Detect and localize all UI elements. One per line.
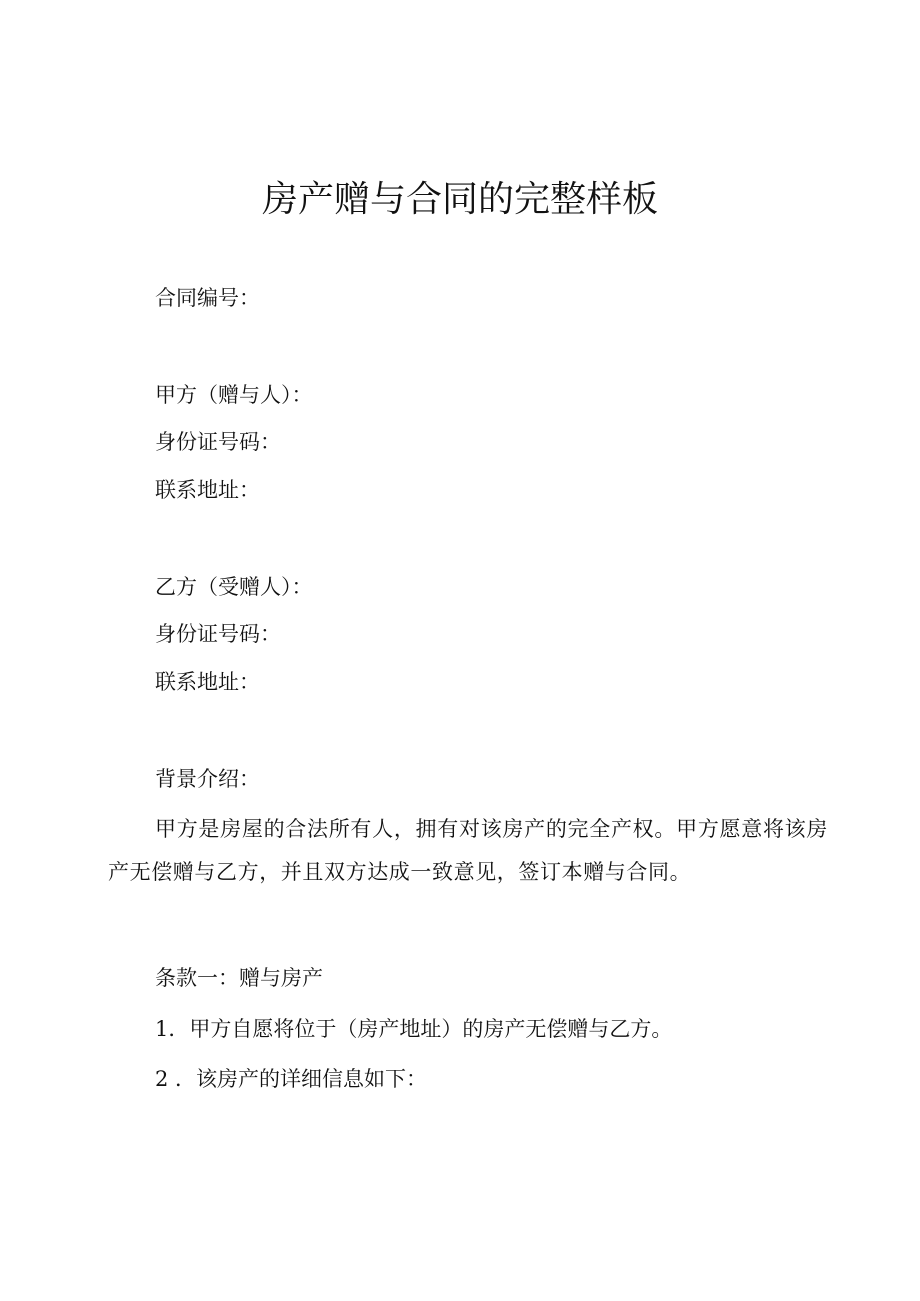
background-paragraph: 甲方是房屋的合法所有人，拥有对该房产的完全产权。甲方愿意将该房产无偿赠与乙方，并且双方达成一致意见，签订本赠与合同。	[108, 817, 828, 884]
clause-one-item-1: 1．甲方自愿将位于（房产地址）的房产无偿赠与乙方。	[155, 1017, 673, 1041]
background-heading: 背景介绍：	[155, 767, 260, 791]
party-b-heading: 乙方（受赠人）：	[155, 575, 313, 599]
clause-one-heading: 条款一：赠与房产	[155, 966, 323, 990]
contract-number-label: 合同编号：	[155, 286, 260, 310]
party-a-heading: 甲方（赠与人）：	[155, 383, 313, 407]
party-b-address-label: 联系地址：	[155, 670, 260, 694]
party-b-id-label: 身份证号码：	[155, 622, 281, 646]
clause-one-item-2: 2 ．该房产的详细信息如下：	[155, 1067, 428, 1091]
document-title: 房产赠与合同的完整样板	[261, 179, 658, 220]
party-a-id-label: 身份证号码：	[155, 430, 281, 454]
party-a-address-label: 联系地址：	[155, 478, 260, 502]
